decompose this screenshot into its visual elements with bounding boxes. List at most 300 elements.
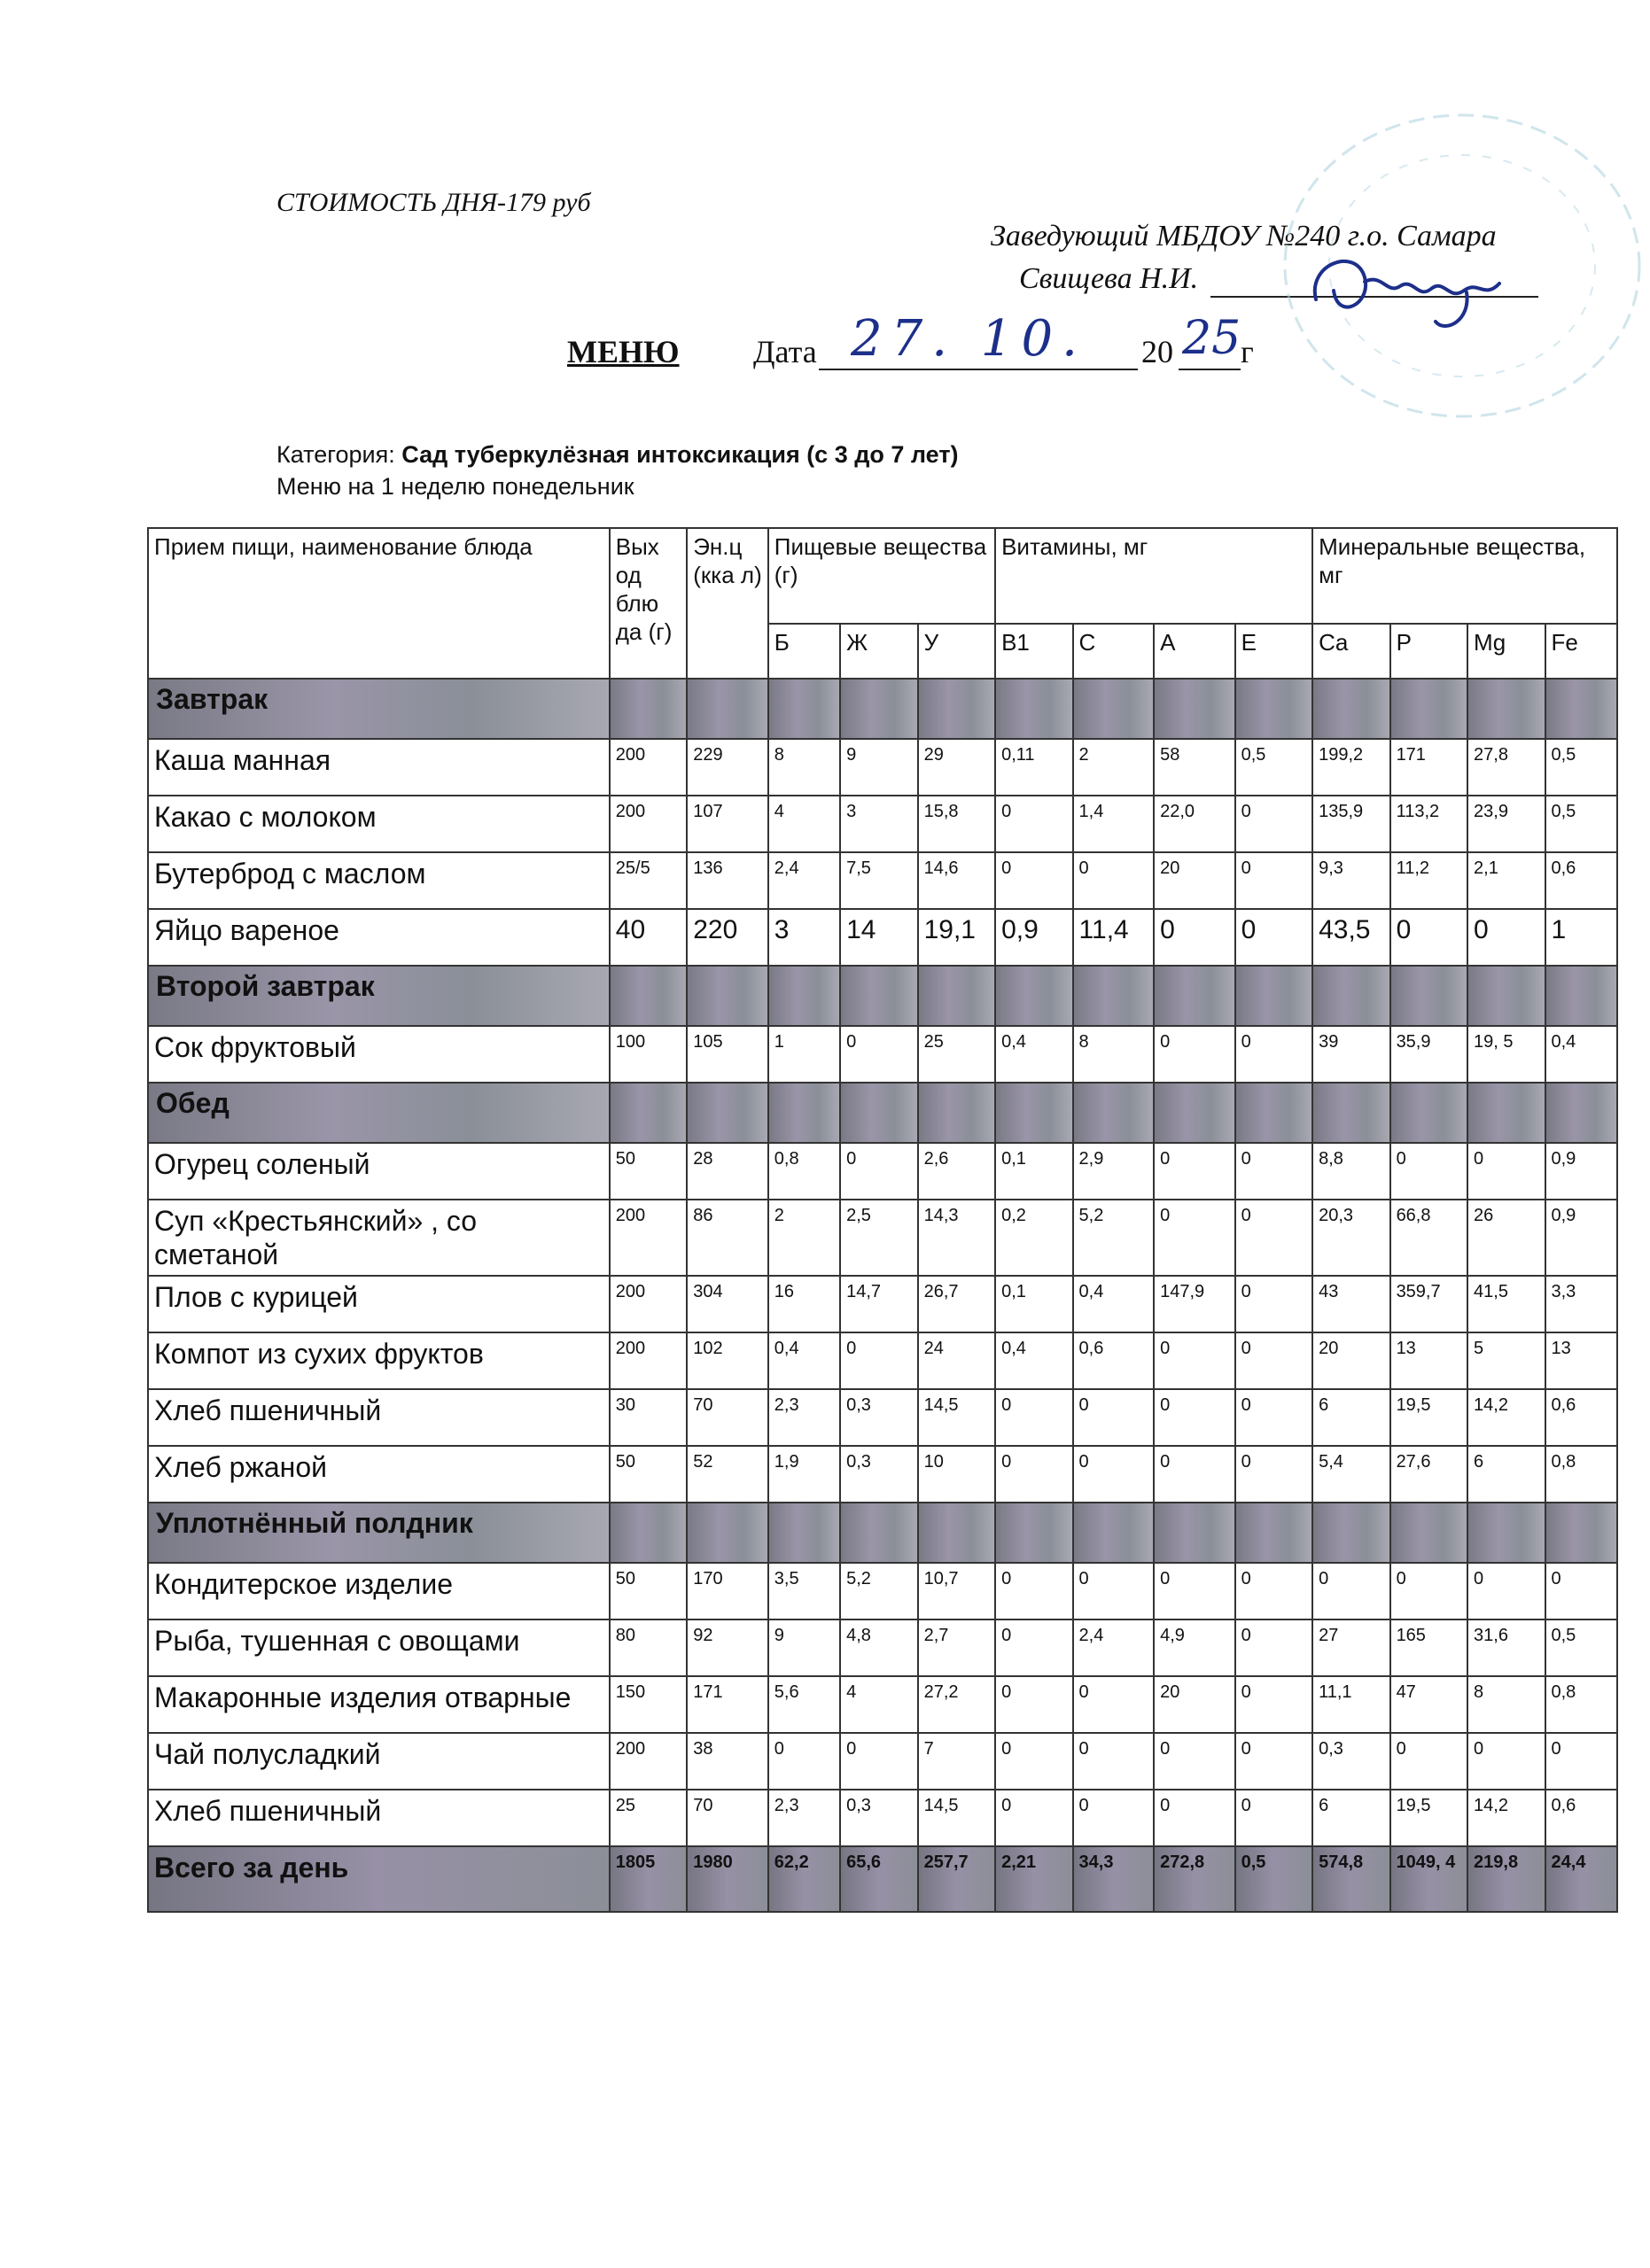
dish-value: 6 xyxy=(1467,1446,1545,1503)
dish-value: 9,3 xyxy=(1312,852,1389,909)
category-label: Категория: xyxy=(276,441,395,468)
dish-value: 0 xyxy=(1545,1733,1618,1790)
category xyxy=(276,441,959,469)
dish-value: 0 xyxy=(995,1563,1072,1619)
dish-value: 220 xyxy=(687,909,768,966)
section-cell xyxy=(1154,679,1235,739)
dish-name: Каша манная xyxy=(148,739,610,796)
dish-row xyxy=(148,1200,1617,1276)
dish-value: 0 xyxy=(1235,1733,1312,1790)
dish-value: 23,9 xyxy=(1467,796,1545,852)
dish-value: 43 xyxy=(1312,1276,1389,1332)
dish-name: Хлеб ржаной xyxy=(148,1446,610,1503)
section-cell xyxy=(1073,1503,1155,1563)
dish-value: 0,8 xyxy=(1545,1676,1618,1733)
section-cell xyxy=(918,1503,995,1563)
total-value: 34,3 xyxy=(1073,1846,1155,1912)
dish-value: 0 xyxy=(768,1733,840,1790)
dish-value: 7,5 xyxy=(840,852,917,909)
dish-value: 13 xyxy=(1390,1332,1467,1389)
section-cell xyxy=(768,679,840,739)
col-a: А xyxy=(1154,624,1235,679)
dish-value: 14,7 xyxy=(840,1276,917,1332)
section-cell xyxy=(687,679,768,739)
dish-value: 0 xyxy=(840,1143,917,1200)
dish-value: 20,3 xyxy=(1312,1200,1389,1276)
dish-value: 0 xyxy=(1235,1026,1312,1083)
section-cell xyxy=(995,679,1072,739)
total-value: 219,8 xyxy=(1467,1846,1545,1912)
dish-value: 0,9 xyxy=(1545,1143,1618,1200)
dish-name: Какао с молоком xyxy=(148,796,610,852)
date-label: Дата xyxy=(753,334,817,369)
dish-value: 5,4 xyxy=(1312,1446,1389,1503)
dish-value: 0 xyxy=(1073,1790,1155,1846)
dish-value: 0 xyxy=(1154,1026,1235,1083)
dish-value: 0,3 xyxy=(840,1790,917,1846)
dish-row xyxy=(148,1389,1617,1446)
section-cell xyxy=(1235,1503,1312,1563)
total-value: 272,8 xyxy=(1154,1846,1235,1912)
section-cell xyxy=(1235,1083,1312,1143)
col-name: Прием пищи, наименование блюда xyxy=(148,528,610,679)
section-row xyxy=(148,1083,1617,1143)
dish-value: 70 xyxy=(687,1790,768,1846)
dish-value: 0,5 xyxy=(1235,739,1312,796)
dish-row xyxy=(148,1790,1617,1846)
section-cell xyxy=(610,966,687,1026)
section-cell xyxy=(995,1503,1072,1563)
dish-value: 165 xyxy=(1390,1619,1467,1676)
dish-name: Рыба, тушенная с овощами xyxy=(148,1619,610,1676)
dish-value: 0,4 xyxy=(1073,1276,1155,1332)
col-vitamins: Витамины, мг xyxy=(995,528,1312,624)
dish-value: 66,8 xyxy=(1390,1200,1467,1276)
dish-row xyxy=(148,1446,1617,1503)
dish-value: 0 xyxy=(1235,1619,1312,1676)
dish-value: 0 xyxy=(1154,1790,1235,1846)
section-cell xyxy=(1390,966,1467,1026)
section-cell xyxy=(687,1083,768,1143)
dish-value: 0 xyxy=(1235,1276,1312,1332)
dish-value: 0,6 xyxy=(1545,1790,1618,1846)
dish-value: 0 xyxy=(1235,1200,1312,1276)
dish-value: 5,6 xyxy=(768,1676,840,1733)
section-cell xyxy=(840,966,917,1026)
section-cell xyxy=(1154,1503,1235,1563)
dish-value: 200 xyxy=(610,1332,687,1389)
dish-value: 28 xyxy=(687,1143,768,1200)
dish-value: 0 xyxy=(995,1446,1072,1503)
section-title: Обед xyxy=(148,1083,610,1143)
dish-value: 200 xyxy=(610,739,687,796)
dish-value: 200 xyxy=(610,1733,687,1790)
dish-value: 25 xyxy=(610,1790,687,1846)
section-cell xyxy=(768,1083,840,1143)
dish-value: 1,4 xyxy=(1073,796,1155,852)
section-cell xyxy=(1073,966,1155,1026)
dish-value: 0 xyxy=(1154,1446,1235,1503)
section-cell xyxy=(1545,679,1618,739)
dish-value: 27,2 xyxy=(918,1676,995,1733)
dish-row xyxy=(148,1143,1617,1200)
section-cell xyxy=(1467,679,1545,739)
section-cell xyxy=(1390,1083,1467,1143)
dish-value: 0 xyxy=(1545,1563,1618,1619)
dish-value: 0 xyxy=(995,1389,1072,1446)
col-yield: Вых од блю да (г) xyxy=(610,528,687,679)
col-b: Б xyxy=(768,624,840,679)
dish-value: 11,4 xyxy=(1073,909,1155,966)
dish-value: 13 xyxy=(1545,1332,1618,1389)
dish-value: 19,5 xyxy=(1390,1790,1467,1846)
section-cell xyxy=(687,966,768,1026)
dish-value: 0 xyxy=(1154,1563,1235,1619)
dish-value: 136 xyxy=(687,852,768,909)
year-underline xyxy=(1179,369,1241,370)
dish-value: 8 xyxy=(1073,1026,1155,1083)
dish-value: 3,5 xyxy=(768,1563,840,1619)
dish-value: 8,8 xyxy=(1312,1143,1389,1200)
dish-value: 0 xyxy=(1390,909,1467,966)
dish-value: 0 xyxy=(1154,1143,1235,1200)
section-cell xyxy=(1312,679,1389,739)
dish-value: 2,9 xyxy=(1073,1143,1155,1200)
dish-value: 0 xyxy=(1235,1676,1312,1733)
dish-value: 19, 5 xyxy=(1467,1026,1545,1083)
section-cell xyxy=(610,1503,687,1563)
total-value: 62,2 xyxy=(768,1846,840,1912)
col-zh: Ж xyxy=(840,624,917,679)
dish-value: 0,6 xyxy=(1545,1389,1618,1446)
dish-name: Суп «Крестьянский» , со сметаной xyxy=(148,1200,610,1276)
section-cell xyxy=(995,1083,1072,1143)
dish-row xyxy=(148,1563,1617,1619)
dish-value: 0 xyxy=(1073,1733,1155,1790)
dish-value: 5 xyxy=(1467,1332,1545,1389)
section-cell xyxy=(1154,966,1235,1026)
dish-value: 27,6 xyxy=(1390,1446,1467,1503)
approver-name: Свищева Н.И. xyxy=(1019,262,1199,295)
dish-value: 0 xyxy=(995,1733,1072,1790)
section-cell xyxy=(1390,1503,1467,1563)
dish-value: 229 xyxy=(687,739,768,796)
section-cell xyxy=(687,1503,768,1563)
dish-value: 150 xyxy=(610,1676,687,1733)
dish-value: 14,3 xyxy=(918,1200,995,1276)
category-value: Сад туберкулёзная интоксикация (с 3 до 7 лет) xyxy=(401,441,959,468)
dish-value: 0,6 xyxy=(1073,1332,1155,1389)
dish-value: 20 xyxy=(1154,1676,1235,1733)
dish-value: 0,6 xyxy=(1545,852,1618,909)
section-cell xyxy=(1235,966,1312,1026)
dish-value: 2 xyxy=(768,1200,840,1276)
dish-value: 0 xyxy=(1467,1143,1545,1200)
dish-value: 0,2 xyxy=(995,1200,1072,1276)
section-row xyxy=(148,1503,1617,1563)
section-cell xyxy=(1312,966,1389,1026)
dish-value: 5,2 xyxy=(840,1563,917,1619)
dish-value: 92 xyxy=(687,1619,768,1676)
dish-value: 2,3 xyxy=(768,1790,840,1846)
col-nutrients: Пищевые вещества (г) xyxy=(768,528,995,624)
dish-value: 0 xyxy=(1235,909,1312,966)
dish-value: 27,8 xyxy=(1467,739,1545,796)
dish-value: 0 xyxy=(1073,1676,1155,1733)
dish-value: 14,5 xyxy=(918,1790,995,1846)
dish-value: 19,5 xyxy=(1390,1389,1467,1446)
dish-value: 0,4 xyxy=(1545,1026,1618,1083)
section-cell xyxy=(768,1503,840,1563)
dish-row xyxy=(148,1619,1617,1676)
dish-value: 2,1 xyxy=(1467,852,1545,909)
total-row xyxy=(148,1846,1617,1912)
dish-value: 20 xyxy=(1312,1332,1389,1389)
section-cell xyxy=(1235,679,1312,739)
dish-value: 52 xyxy=(687,1446,768,1503)
section-cell xyxy=(1312,1503,1389,1563)
dish-value: 47 xyxy=(1390,1676,1467,1733)
dish-value: 19,1 xyxy=(918,909,995,966)
total-value: 574,8 xyxy=(1312,1846,1389,1912)
dish-value: 4 xyxy=(840,1676,917,1733)
dish-value: 0,11 xyxy=(995,739,1072,796)
dish-value: 0,1 xyxy=(995,1276,1072,1332)
dish-value: 0 xyxy=(840,1733,917,1790)
section-row xyxy=(148,966,1617,1026)
col-ca: Ca xyxy=(1312,624,1389,679)
dish-value: 0 xyxy=(1073,1446,1155,1503)
dish-value: 0 xyxy=(1390,1563,1467,1619)
dish-row xyxy=(148,1733,1617,1790)
dish-row xyxy=(148,739,1617,796)
dish-value: 31,6 xyxy=(1467,1619,1545,1676)
total-value: 65,6 xyxy=(840,1846,917,1912)
dish-value: 0 xyxy=(1467,909,1545,966)
dish-value: 0 xyxy=(1235,1563,1312,1619)
col-p: P xyxy=(1390,624,1467,679)
section-row xyxy=(148,679,1617,739)
dish-value: 0 xyxy=(1154,1733,1235,1790)
total-label: Всего за день xyxy=(148,1846,610,1912)
year-prefix: 20 xyxy=(1141,334,1173,369)
dish-value: 0 xyxy=(1073,1563,1155,1619)
year-suffix: г xyxy=(1241,334,1254,369)
dish-row xyxy=(148,1676,1617,1733)
dish-value: 0 xyxy=(1154,909,1235,966)
dish-value: 29 xyxy=(918,739,995,796)
dish-value: 359,7 xyxy=(1390,1276,1467,1332)
section-cell xyxy=(918,679,995,739)
dish-value: 6 xyxy=(1312,1790,1389,1846)
total-value: 1049, 4 xyxy=(1390,1846,1467,1912)
dish-value: 0 xyxy=(1154,1332,1235,1389)
section-cell xyxy=(918,966,995,1026)
col-u: У xyxy=(918,624,995,679)
dish-name: Хлеб пшеничный xyxy=(148,1790,610,1846)
dish-value: 170 xyxy=(687,1563,768,1619)
dish-value: 200 xyxy=(610,796,687,852)
dish-value: 0 xyxy=(1154,1200,1235,1276)
dish-value: 41,5 xyxy=(1467,1276,1545,1332)
dish-value: 0 xyxy=(1235,1332,1312,1389)
dish-value: 24 xyxy=(918,1332,995,1389)
day-cost: СТОИМОСТЬ ДНЯ-179 руб xyxy=(276,188,591,217)
dish-value: 20 xyxy=(1154,852,1235,909)
section-cell xyxy=(1545,1083,1618,1143)
handwritten-signature xyxy=(1303,237,1506,335)
menu-subtitle: Меню на 1 неделю понедельник xyxy=(276,473,634,500)
dish-value: 14,2 xyxy=(1467,1790,1545,1846)
total-value: 24,4 xyxy=(1545,1846,1618,1912)
dish-value: 50 xyxy=(610,1446,687,1503)
dish-row xyxy=(148,1276,1617,1332)
dish-value: 0 xyxy=(995,1619,1072,1676)
dish-value: 26 xyxy=(1467,1200,1545,1276)
dish-value: 0,4 xyxy=(995,1026,1072,1083)
dish-name: Компот из сухих фруктов xyxy=(148,1332,610,1389)
dish-value: 0 xyxy=(1235,796,1312,852)
date-handwritten: 27. 10. xyxy=(851,310,1086,368)
dish-value: 2,4 xyxy=(768,852,840,909)
dish-value: 58 xyxy=(1154,739,1235,796)
dish-value: 171 xyxy=(1390,739,1467,796)
dish-name: Чай полусладкий xyxy=(148,1733,610,1790)
header-row-1 xyxy=(148,528,1617,624)
dish-value: 11,1 xyxy=(1312,1676,1389,1733)
dish-value: 107 xyxy=(687,796,768,852)
dish-value: 0 xyxy=(1235,852,1312,909)
approver-title: Заведующий МБДОУ №240 г.о. Самара xyxy=(991,220,1497,252)
total-value: 1805 xyxy=(610,1846,687,1912)
dish-value: 8 xyxy=(1467,1676,1545,1733)
dish-row xyxy=(148,909,1617,966)
dish-value: 147,9 xyxy=(1154,1276,1235,1332)
dish-value: 0 xyxy=(995,1676,1072,1733)
dish-value: 10,7 xyxy=(918,1563,995,1619)
dish-value: 22,0 xyxy=(1154,796,1235,852)
dish-value: 0,4 xyxy=(768,1332,840,1389)
dish-name: Плов с курицей xyxy=(148,1276,610,1332)
section-title: Уплотнённый полдник xyxy=(148,1503,610,1563)
section-cell xyxy=(995,966,1072,1026)
section-cell xyxy=(1467,1503,1545,1563)
dish-value: 0 xyxy=(1390,1143,1467,1200)
dish-value: 0,8 xyxy=(768,1143,840,1200)
dish-value: 0 xyxy=(1235,1790,1312,1846)
date-underline xyxy=(819,369,1138,370)
dish-value: 102 xyxy=(687,1332,768,1389)
section-cell xyxy=(610,679,687,739)
dish-value: 113,2 xyxy=(1390,796,1467,852)
dish-value: 2,6 xyxy=(918,1143,995,1200)
dish-value: 4,9 xyxy=(1154,1619,1235,1676)
section-cell xyxy=(1467,1083,1545,1143)
section-cell xyxy=(840,679,917,739)
dish-value: 0,9 xyxy=(1545,1200,1618,1276)
dish-value: 9 xyxy=(768,1619,840,1676)
dish-value: 25 xyxy=(918,1026,995,1083)
section-cell xyxy=(1073,1083,1155,1143)
menu-title: МЕНЮ xyxy=(567,334,680,369)
dish-value: 0 xyxy=(995,1790,1072,1846)
dish-name: Кондитерское изделие xyxy=(148,1563,610,1619)
dish-value: 200 xyxy=(610,1276,687,1332)
dish-value: 105 xyxy=(687,1026,768,1083)
dish-value: 0 xyxy=(1073,852,1155,909)
dish-value: 1,9 xyxy=(768,1446,840,1503)
dish-value: 80 xyxy=(610,1619,687,1676)
dish-value: 0,8 xyxy=(1545,1446,1618,1503)
dish-value: 0 xyxy=(840,1026,917,1083)
dish-value: 0,5 xyxy=(1545,796,1618,852)
dish-value: 14,5 xyxy=(918,1389,995,1446)
dish-value: 0,5 xyxy=(1545,739,1618,796)
section-cell xyxy=(1545,966,1618,1026)
section-cell xyxy=(768,966,840,1026)
dish-value: 15,8 xyxy=(918,796,995,852)
dish-value: 8 xyxy=(768,739,840,796)
dish-value: 25/5 xyxy=(610,852,687,909)
dish-value: 30 xyxy=(610,1389,687,1446)
section-cell xyxy=(1312,1083,1389,1143)
dish-value: 0 xyxy=(840,1332,917,1389)
dish-value: 10 xyxy=(918,1446,995,1503)
dish-name: Сок фруктовый xyxy=(148,1026,610,1083)
section-cell xyxy=(1467,966,1545,1026)
dish-value: 2,3 xyxy=(768,1389,840,1446)
dish-value: 0,1 xyxy=(995,1143,1072,1200)
dish-name: Огурец соленый xyxy=(148,1143,610,1200)
dish-value: 0 xyxy=(1235,1446,1312,1503)
col-b1: В1 xyxy=(995,624,1072,679)
section-cell xyxy=(1073,679,1155,739)
dish-value: 0 xyxy=(995,796,1072,852)
dish-value: 0,4 xyxy=(995,1332,1072,1389)
dish-name: Яйцо вареное xyxy=(148,909,610,966)
col-fe: Fe xyxy=(1545,624,1618,679)
dish-value: 38 xyxy=(687,1733,768,1790)
dish-value: 4 xyxy=(768,796,840,852)
dish-value: 40 xyxy=(610,909,687,966)
dish-value: 1 xyxy=(1545,909,1618,966)
dish-name: Бутерброд с маслом xyxy=(148,852,610,909)
dish-row xyxy=(148,852,1617,909)
dish-value: 86 xyxy=(687,1200,768,1276)
dish-value: 70 xyxy=(687,1389,768,1446)
dish-value: 3,3 xyxy=(1545,1276,1618,1332)
section-cell xyxy=(1390,679,1467,739)
col-energy: Эн.ц (кка л) xyxy=(687,528,768,679)
dish-value: 0 xyxy=(1073,1389,1155,1446)
dish-value: 0 xyxy=(1154,1389,1235,1446)
dish-value: 0,3 xyxy=(840,1389,917,1446)
dish-value: 2 xyxy=(1073,739,1155,796)
dish-value: 0 xyxy=(1467,1733,1545,1790)
col-minerals: Минеральные вещества, мг xyxy=(1312,528,1617,624)
dish-value: 14,6 xyxy=(918,852,995,909)
dish-value: 171 xyxy=(687,1676,768,1733)
dish-row xyxy=(148,796,1617,852)
total-value: 1980 xyxy=(687,1846,768,1912)
year-handwritten: 25 xyxy=(1182,312,1241,365)
dish-value: 16 xyxy=(768,1276,840,1332)
dish-value: 9 xyxy=(840,739,917,796)
dish-value: 199,2 xyxy=(1312,739,1389,796)
dish-value: 6 xyxy=(1312,1389,1389,1446)
col-c: С xyxy=(1073,624,1155,679)
section-title: Завтрак xyxy=(148,679,610,739)
